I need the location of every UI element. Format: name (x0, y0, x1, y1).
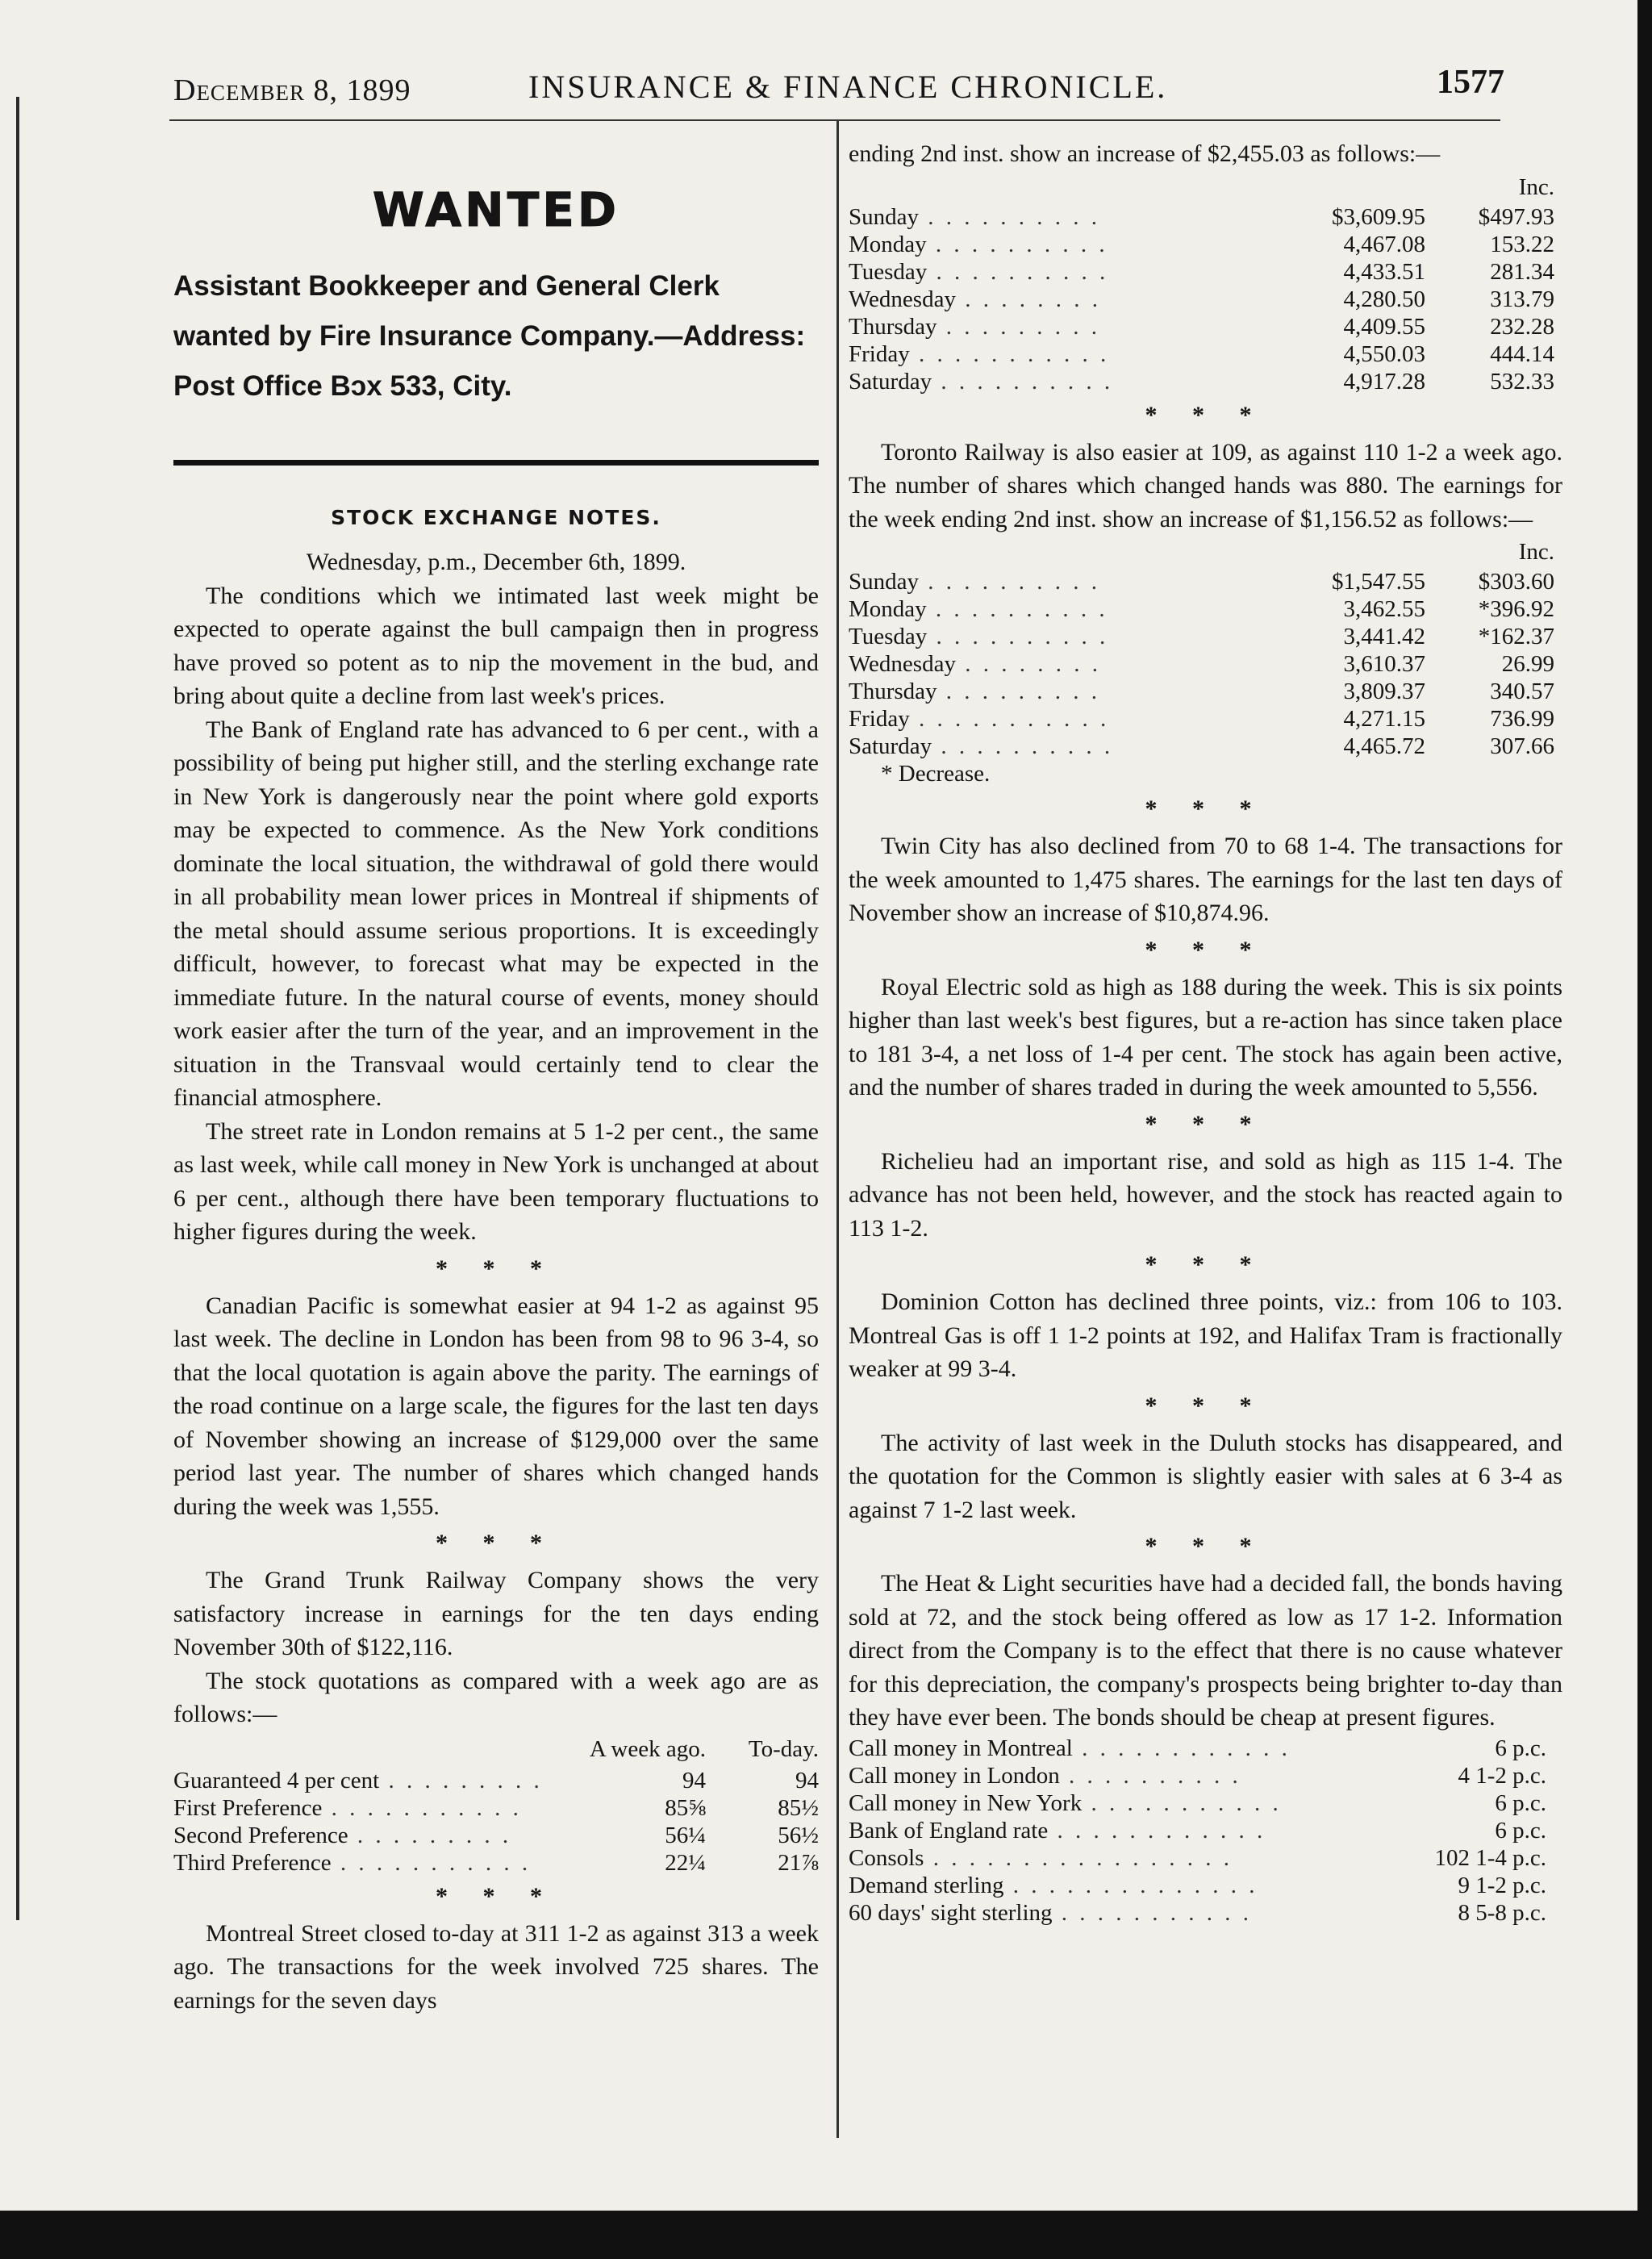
paragraph-heat-light: The Heat & Light securities have had a decided fall, the bonds having sold at 72, and the stock being offered as low as 17 1-2. Information direct from the Company is to the effect that there is no cause whatever for this depreciation, the company's prospects being brighter to-day than they have ever been. The bonds should be cheap at present figures. (849, 1570, 1562, 1731)
earn-amount: 4,550.03 (1343, 340, 1425, 367)
table-row: Saturday . . . . . . . . . . 4,465.72 307.66 (849, 733, 1562, 760)
money-rates-table (849, 1735, 1562, 1927)
toronto-railway-earnings-table (849, 536, 1562, 760)
earn-inc: 153.22 (1490, 231, 1554, 257)
rate-label: Bank of England rate (849, 1817, 1049, 1844)
section-stars: * * * (1145, 936, 1266, 963)
earn-inc: 340.57 (1490, 679, 1554, 704)
section-stars: * * * (1145, 401, 1266, 428)
paragraph-quotations-intro: The stock quotations as compared with a week ago are as follows:— (173, 1667, 819, 1727)
decrease-note: * Decrease. (881, 761, 991, 787)
quotes-col-week: A week ago. (589, 1735, 706, 1762)
earn-amount: 4,271.15 (1343, 706, 1425, 732)
table-row: Bank of England rate . . . . . . . . . . . . 6 p.c. (849, 1817, 1562, 1844)
earn-day: Monday (849, 231, 927, 257)
rate-value: 4 1-2 p.c. (1458, 1762, 1546, 1789)
earn-day: Friday (849, 340, 910, 367)
page-edge-shadow (16, 97, 19, 1920)
table-row: Friday . . . . . . . . . . . 4,550.03 444.14 (849, 340, 1562, 368)
rate-value: 6 p.c. (1495, 1817, 1546, 1844)
earn-amount: 3,441.42 (1343, 624, 1425, 649)
earn-amount: 4,465.72 (1343, 733, 1425, 759)
earn-day: Sunday (849, 569, 919, 595)
table-row: Thursday . . . . . . . . . 4,409.55 232.28 (849, 313, 1562, 340)
section-stars: * * * (1145, 1533, 1266, 1560)
rate-label: Call money in New York (849, 1789, 1083, 1816)
paragraph-duluth: The activity of last week in the Duluth stocks has disappeared, and the quotation for the Common is slightly easier with sales at 6 3-4 as against 7 1-2 last week. (849, 1429, 1562, 1523)
paragraph-conditions: The conditions which we intimated last week might be expected to operate against the bull campaign then in progress have proved so potent as to nip the movement in the bud, and bring about quite a decline from last week's prices. (173, 582, 819, 709)
earn-amount: 4,467.08 (1343, 231, 1425, 257)
earn-day: Tuesday (849, 258, 928, 285)
earn-inc: 232.28 (1490, 313, 1554, 340)
table-row: Call money in London . . . . . . . . . . 4 1-2 p.c. (849, 1762, 1562, 1789)
rate-value: 8 5-8 p.c. (1458, 1899, 1546, 1926)
table-row: Wednesday . . . . . . . . 4,280.50 313.79 (849, 286, 1562, 313)
paragraph-montreal-street: Montreal Street closed to-day at 311 1-2 as against 313 a week ago. The transactions for the week involved 725 shares. The earnings for the seven days (173, 1919, 819, 2014)
grand-trunk-quotes-table (173, 1731, 819, 1877)
earn-amount: 4,433.51 (1343, 258, 1425, 285)
inc-header: Inc. (1518, 539, 1554, 565)
wanted-title: WANTED (372, 182, 620, 237)
page-number: 1577 (1437, 64, 1504, 101)
header-title: INSURANCE & FINANCE CHRONICLE. (528, 69, 1168, 105)
earn-day: Wednesday (849, 286, 956, 312)
earn-inc: $303.60 (1478, 569, 1554, 595)
rate-label: Demand sterling (849, 1872, 1004, 1898)
section-stars: * * * (1145, 795, 1266, 822)
quote-label: Second Preference (173, 1822, 348, 1848)
header-date: December 8, 1899 (173, 73, 411, 107)
earn-amount: $3,609.95 (1332, 203, 1425, 230)
quote-week: 56¼ (665, 1822, 706, 1848)
earn-amount: $1,547.55 (1332, 569, 1425, 595)
earn-amount: 4,917.28 (1343, 368, 1425, 395)
table-row: Demand sterling . . . . . . . . . . . . . . 9 1-2 p.c. (849, 1872, 1562, 1899)
paragraph-montreal-street-cont: ending 2nd inst. show an increase of $2,455.03 as follows:— (849, 140, 1441, 167)
table-row: Sunday . . . . . . . . . . $1,547.55 $303.60 (849, 568, 1562, 595)
table-row: Monday . . . . . . . . . . 3,462.55 *396.92 (849, 595, 1562, 623)
quote-today: 94 (795, 1767, 819, 1793)
quote-label: First Preference (173, 1794, 323, 1821)
table-row: Call money in Montreal . . . . . . . . . . . . 6 p.c. (849, 1735, 1562, 1762)
column-divider (836, 121, 839, 2138)
earn-inc: *162.37 (1478, 624, 1554, 649)
paragraph-bank-of-england: The Bank of England rate has advanced to 6 per cent., with a possibility of being put higher still, and the sterling exchange rate in New York is dangerously near the point where gold exports may be expected to commence. As the New York conditions dominate the local situation, the withdrawal of gold there would in all probability mean lower prices in Montreal if shipments of the metal should assume serious proportions. It is exceedingly difficult, however, to forecast what may be expected in the immediate future. In the natural course of events, money should work easier after the turn of the year, and an improvement in the situation in the Transvaal would certainly tend to clear the financial atmosphere. (173, 716, 819, 1111)
earn-inc: 281.34 (1490, 258, 1554, 285)
earn-inc: *396.92 (1478, 596, 1554, 622)
table-row: Guaranteed 4 per cent . . . . . . . . . 94 94 (173, 1767, 819, 1793)
table-row: Monday . . . . . . . . . . 4,467.08 153.22 (849, 231, 1562, 258)
earn-day: Saturday (849, 368, 932, 395)
table-row: Wednesday . . . . . . . . 3,610.37 26.99 (849, 650, 1562, 678)
rate-value: 102 1-4 p.c. (1434, 1844, 1546, 1871)
rate-value: 9 1-2 p.c. (1458, 1872, 1546, 1898)
paragraph-dominion-cotton: Dominion Cotton has declined three points, viz.: from 106 to 103. Montreal Gas is off 1 1-2 points at 192, and Halifax Tram is fractionally weaker at 99 3-4. (849, 1288, 1562, 1382)
quote-today: 56½ (778, 1822, 819, 1848)
table-row: 60 days' sight sterling . . . . . . . . . . . 8 5-8 p.c. (849, 1899, 1562, 1927)
table-row: Tuesday . . . . . . . . . . 4,433.51 281.34 (849, 258, 1562, 286)
earn-inc: 532.33 (1490, 368, 1554, 395)
left-column (173, 137, 819, 2017)
table-row: Saturday . . . . . . . . . . 4,917.28 532.33 (849, 368, 1562, 395)
table-row: Tuesday . . . . . . . . . . 3,441.42 *162.37 (849, 623, 1562, 650)
rate-label: 60 days' sight sterling (849, 1899, 1053, 1926)
paragraph-street-rate: The street rate in London remains at 5 1-2 per cent., the same as last week, while call money in New York is unchanged at about 6 per cent., although there have been temporary fluctuations to higher figures during the week. (173, 1117, 819, 1245)
earn-amount: 4,280.50 (1343, 286, 1425, 312)
earn-day: Sunday (849, 203, 919, 230)
table-row: Thursday . . . . . . . . . 3,809.37 340.57 (849, 678, 1562, 705)
table-row: Friday . . . . . . . . . . . 4,271.15 736.99 (849, 705, 1562, 733)
earn-inc: 444.14 (1490, 340, 1554, 367)
paragraph-twin-city: Twin City has also declined from 70 to 68 1-4. The transactions for the week amounted to 1,475 shares. The earnings for the last ten days of November show an increase of $10,874.96. (849, 833, 1562, 926)
section-rule (173, 460, 819, 466)
section-stars: * * * (436, 1882, 557, 1910)
rate-label: Consols (849, 1844, 924, 1871)
earn-day: Saturday (849, 733, 932, 759)
table-row: Consols . . . . . . . . . . . . . . . . . 102 1-4 p.c. (849, 1844, 1562, 1872)
earn-amount: 3,462.55 (1343, 596, 1425, 622)
rate-value: 6 p.c. (1495, 1789, 1546, 1816)
inc-header: Inc. (1518, 173, 1554, 200)
quote-week: 22¼ (665, 1849, 706, 1876)
wanted-ad-text: Assistant Bookkeeper and General Clerk wanted by Fire Insurance Company.—Address: Post Office Bɔx 533, City. (173, 270, 806, 402)
section-stars: * * * (1145, 1251, 1266, 1278)
earn-amount: 4,409.55 (1343, 313, 1425, 340)
earn-amount: 3,610.37 (1343, 651, 1425, 677)
table-row: Call money in New York . . . . . . . . . . . 6 p.c. (849, 1789, 1562, 1817)
paragraph-canadian-pacific: Canadian Pacific is somewhat easier at 94 1-2 as against 95 last week. The decline in London has been from 98 to 96 3-4, so that the local quotation is again above the parity. The earnings of the road continue on a large scale, the figures for the last ten days of November showing an increase of $129,000 over the same period last year. The number of shares which changed hands during the week was 1,555. (173, 1292, 819, 1520)
table-row: Sunday . . . . . . . . . . $3,609.95 $497.93 (849, 203, 1562, 231)
rate-label: Call money in Montreal (849, 1735, 1073, 1761)
table-row: Second Preference . . . . . . . . . 56¼ 56½ (173, 1822, 819, 1848)
earn-inc: 26.99 (1501, 651, 1554, 677)
rate-label: Call money in London (849, 1762, 1060, 1789)
quote-label: Third Preference (173, 1849, 332, 1876)
section-stars: * * * (1145, 1110, 1266, 1138)
paragraph-royal-electric: Royal Electric sold as high as 188 during the week. This is six points higher than last week's best figures, but a re-action has since taken place to 181 3-4, a net loss of 1-4 per cent. The stock has again been active, and the number of shares traded in during the week amounted to 5,556. (849, 973, 1562, 1100)
right-column (849, 137, 1562, 1927)
quote-week: 94 (682, 1767, 706, 1793)
section-stars: * * * (1145, 1392, 1266, 1419)
earn-inc: 313.79 (1490, 286, 1554, 312)
stock-notes-heading: STOCK EXCHANGE NOTES. (331, 506, 661, 529)
paragraph-toronto-railway: Toronto Railway is also easier at 109, as against 110 1-2 a week ago. The number of shares which changed hands was 880. The earnings for the week ending 2nd inst. show an increase of $1,156.52 as follows:— (849, 438, 1562, 532)
paragraph-richelieu: Richelieu had an important rise, and sold as high as 115 1-4. The advance has not been held, however, and the stock has reacted again to 113 1-2. (849, 1147, 1562, 1242)
earn-day: Tuesday (849, 624, 928, 649)
earn-day: Thursday (849, 679, 937, 704)
quote-today: 21⅞ (778, 1849, 819, 1876)
earn-inc: 307.66 (1490, 733, 1554, 759)
quote-today: 85½ (778, 1794, 819, 1821)
page-header (173, 56, 1504, 113)
section-stars: * * * (436, 1530, 557, 1556)
quote-week: 85⅝ (665, 1794, 706, 1821)
section-stars: * * * (436, 1255, 557, 1282)
rate-value: 6 p.c. (1495, 1735, 1546, 1761)
earn-day: Wednesday (849, 651, 956, 677)
paragraph-grand-trunk: The Grand Trunk Railway Company shows the very satisfactory increase in earnings for the ten days ending November 30th of $122,116. (173, 1567, 819, 1660)
table-row: Third Preference . . . . . . . . . . . 22¼ 21⅞ (173, 1849, 819, 1876)
earn-inc: $497.93 (1478, 203, 1554, 230)
header-rule (169, 119, 1500, 121)
montreal-street-earnings-table (849, 171, 1562, 395)
quote-label: Guaranteed 4 per cent (173, 1767, 380, 1793)
earn-day: Friday (849, 706, 910, 732)
earn-day: Monday (849, 596, 927, 622)
dateline: Wednesday, p.m., December 6th, 1899. (306, 549, 686, 575)
earn-inc: 736.99 (1490, 706, 1554, 732)
quotes-col-today: To-day. (748, 1735, 819, 1762)
earn-amount: 3,809.37 (1343, 679, 1425, 704)
table-row: First Preference . . . . . . . . . . . 85⅝ 85½ (173, 1794, 819, 1821)
earn-day: Thursday (849, 313, 937, 340)
